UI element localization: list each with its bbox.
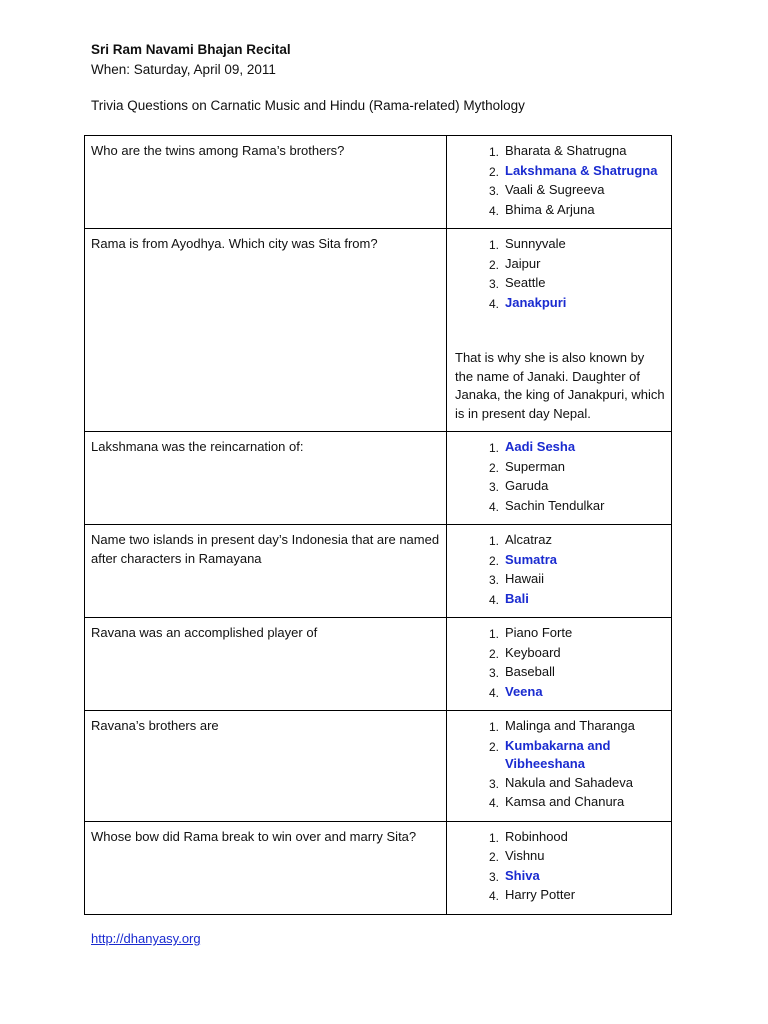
- answer-option: [455, 458, 665, 478]
- question-row: [85, 136, 672, 229]
- option-number: 3.: [488, 277, 499, 291]
- option-text: Keyboard: [505, 644, 561, 660]
- answer-options: [455, 624, 665, 702]
- question-text: Rama is from Ayodhya. Which city was Sita from?: [85, 229, 447, 432]
- option-text: Vaali & Sugreeva: [505, 182, 605, 197]
- option-text: Robinhood: [505, 828, 568, 844]
- answer-option: [455, 235, 665, 255]
- answer-option: [455, 142, 665, 162]
- option-number: 3.: [488, 480, 499, 494]
- answer-options: [455, 717, 665, 813]
- answer-option: [455, 181, 665, 201]
- option-text: Bali: [505, 590, 529, 606]
- option-text: Alcatraz: [505, 532, 552, 547]
- option-number: 4.: [488, 203, 499, 218]
- option-text: Bhima & Arjuna: [505, 201, 595, 217]
- option-text: Vishnu: [505, 848, 545, 863]
- option-text: Hawaii: [505, 571, 545, 586]
- question-text: Ravana’s brothers are: [85, 711, 447, 822]
- option-number: 2.: [488, 460, 499, 475]
- option-number: 2.: [488, 646, 499, 661]
- document-title: Sri Ram Navami Bhajan Recital: [91, 42, 291, 57]
- answer-option-correct: [455, 162, 665, 182]
- option-number: 3.: [488, 776, 499, 791]
- option-number: 4.: [488, 499, 499, 514]
- option-number: 4.: [488, 592, 499, 607]
- option-text: Sachin Tendulkar: [505, 497, 605, 513]
- option-number: 3.: [488, 869, 499, 884]
- option-text: Sunnyvale: [505, 236, 566, 251]
- option-text: Kumbakarna and Vibheeshana: [505, 737, 611, 771]
- option-text: Shiva: [505, 867, 540, 883]
- option-text: Janakpuri: [505, 294, 567, 310]
- question-row: [85, 711, 672, 822]
- question-text: Who are the twins among Rama’s brothers?: [85, 136, 447, 229]
- option-number: 1.: [488, 534, 499, 548]
- event-date: When: Saturday, April 09, 2011: [91, 62, 276, 77]
- option-number: 1.: [488, 627, 499, 641]
- option-number: 4.: [488, 889, 499, 903]
- answer-options: [455, 438, 665, 516]
- answer-option: [455, 570, 665, 590]
- answer-option: [455, 497, 665, 517]
- answer-cell: [447, 229, 672, 432]
- option-number: 2.: [488, 257, 499, 272]
- answer-option: [455, 477, 665, 497]
- answer-cell: [447, 821, 672, 914]
- answer-option: [455, 886, 665, 906]
- option-text: Piano Forte: [505, 625, 573, 640]
- answer-cell: [447, 432, 672, 525]
- answer-option-correct: [455, 867, 665, 887]
- option-text: Veena: [505, 683, 543, 699]
- option-text: Harry Potter: [505, 887, 576, 902]
- answer-option: [455, 644, 665, 664]
- answer-option-correct: [455, 438, 665, 458]
- document-subtitle: Trivia Questions on Carnatic Music and Hindu (Rama-related) Mythology: [91, 98, 525, 113]
- question-row: [85, 821, 672, 914]
- answer-option: [455, 255, 665, 275]
- answer-option: [455, 531, 665, 551]
- option-number: 2.: [488, 164, 499, 179]
- question-row: [85, 229, 672, 432]
- answer-option: [455, 274, 665, 294]
- option-number: 1.: [488, 145, 499, 159]
- option-text: Seattle: [505, 275, 546, 290]
- option-number: 1.: [488, 441, 499, 455]
- option-number: 1.: [488, 720, 499, 734]
- answer-cell: [447, 711, 672, 822]
- answer-option: [455, 624, 665, 644]
- answer-option: [455, 201, 665, 221]
- option-text: Aadi Sesha: [505, 439, 576, 454]
- question-text: Lakshmana was the reincarnation of:: [85, 432, 447, 525]
- answer-option-correct: [455, 683, 665, 703]
- answer-options: [455, 828, 665, 906]
- answer-options: [455, 531, 665, 609]
- answer-option-correct: [455, 551, 665, 571]
- answer-cell: [447, 525, 672, 618]
- answer-option: [455, 847, 665, 867]
- website-link[interactable]: http://dhanyasy.org: [91, 931, 201, 946]
- answer-cell: [447, 136, 672, 229]
- option-number: 2.: [488, 739, 499, 754]
- question-text: Ravana was an accomplished player of: [85, 618, 447, 711]
- answer-option-correct: [455, 737, 665, 774]
- answer-options: [455, 142, 665, 220]
- option-text: Sumatra: [505, 551, 558, 567]
- answer-option-correct: [455, 294, 665, 314]
- option-number: 4.: [488, 796, 499, 810]
- option-text: Bharata & Shatrugna: [505, 143, 627, 158]
- option-number: 1.: [488, 238, 499, 252]
- option-number: 3.: [488, 573, 499, 587]
- option-text: Baseball: [505, 664, 555, 679]
- option-number: 3.: [488, 666, 499, 680]
- option-text: Garuda: [505, 478, 549, 493]
- trivia-table: [84, 135, 672, 915]
- option-text: Kamsa and Chanura: [505, 794, 625, 809]
- option-text: Jaipur: [505, 255, 541, 271]
- answer-cell: [447, 618, 672, 711]
- option-text: Malinga and Tharanga: [505, 718, 635, 733]
- answer-note: That is why she is also known by the name of Janaki. Daughter of Janaka, the king of Janakpuri, which is in present day Nepal.: [455, 350, 665, 421]
- option-number: 2.: [488, 553, 499, 568]
- option-number: 4.: [488, 685, 499, 700]
- option-number: 3.: [488, 184, 499, 198]
- option-text: Lakshmana & Shatrugna: [505, 162, 658, 178]
- option-text: Nakula and Sahadeva: [505, 774, 633, 790]
- answer-option-correct: [455, 590, 665, 610]
- answer-option: [455, 774, 665, 794]
- answer-option: [455, 793, 665, 813]
- option-text: Superman: [505, 458, 565, 474]
- answer-option: [455, 717, 665, 737]
- question-text: Whose bow did Rama break to win over and marry Sita?: [85, 821, 447, 914]
- answer-option: [455, 828, 665, 848]
- answer-options: [455, 235, 665, 313]
- option-number: 2.: [488, 850, 499, 864]
- question-row: [85, 618, 672, 711]
- question-row: [85, 525, 672, 618]
- option-number: 4.: [488, 296, 499, 311]
- question-text: Name two islands in present day’s Indonesia that are named after characters in Ramayana: [85, 525, 447, 618]
- answer-option: [455, 663, 665, 683]
- option-number: 1.: [488, 830, 499, 845]
- question-row: [85, 432, 672, 525]
